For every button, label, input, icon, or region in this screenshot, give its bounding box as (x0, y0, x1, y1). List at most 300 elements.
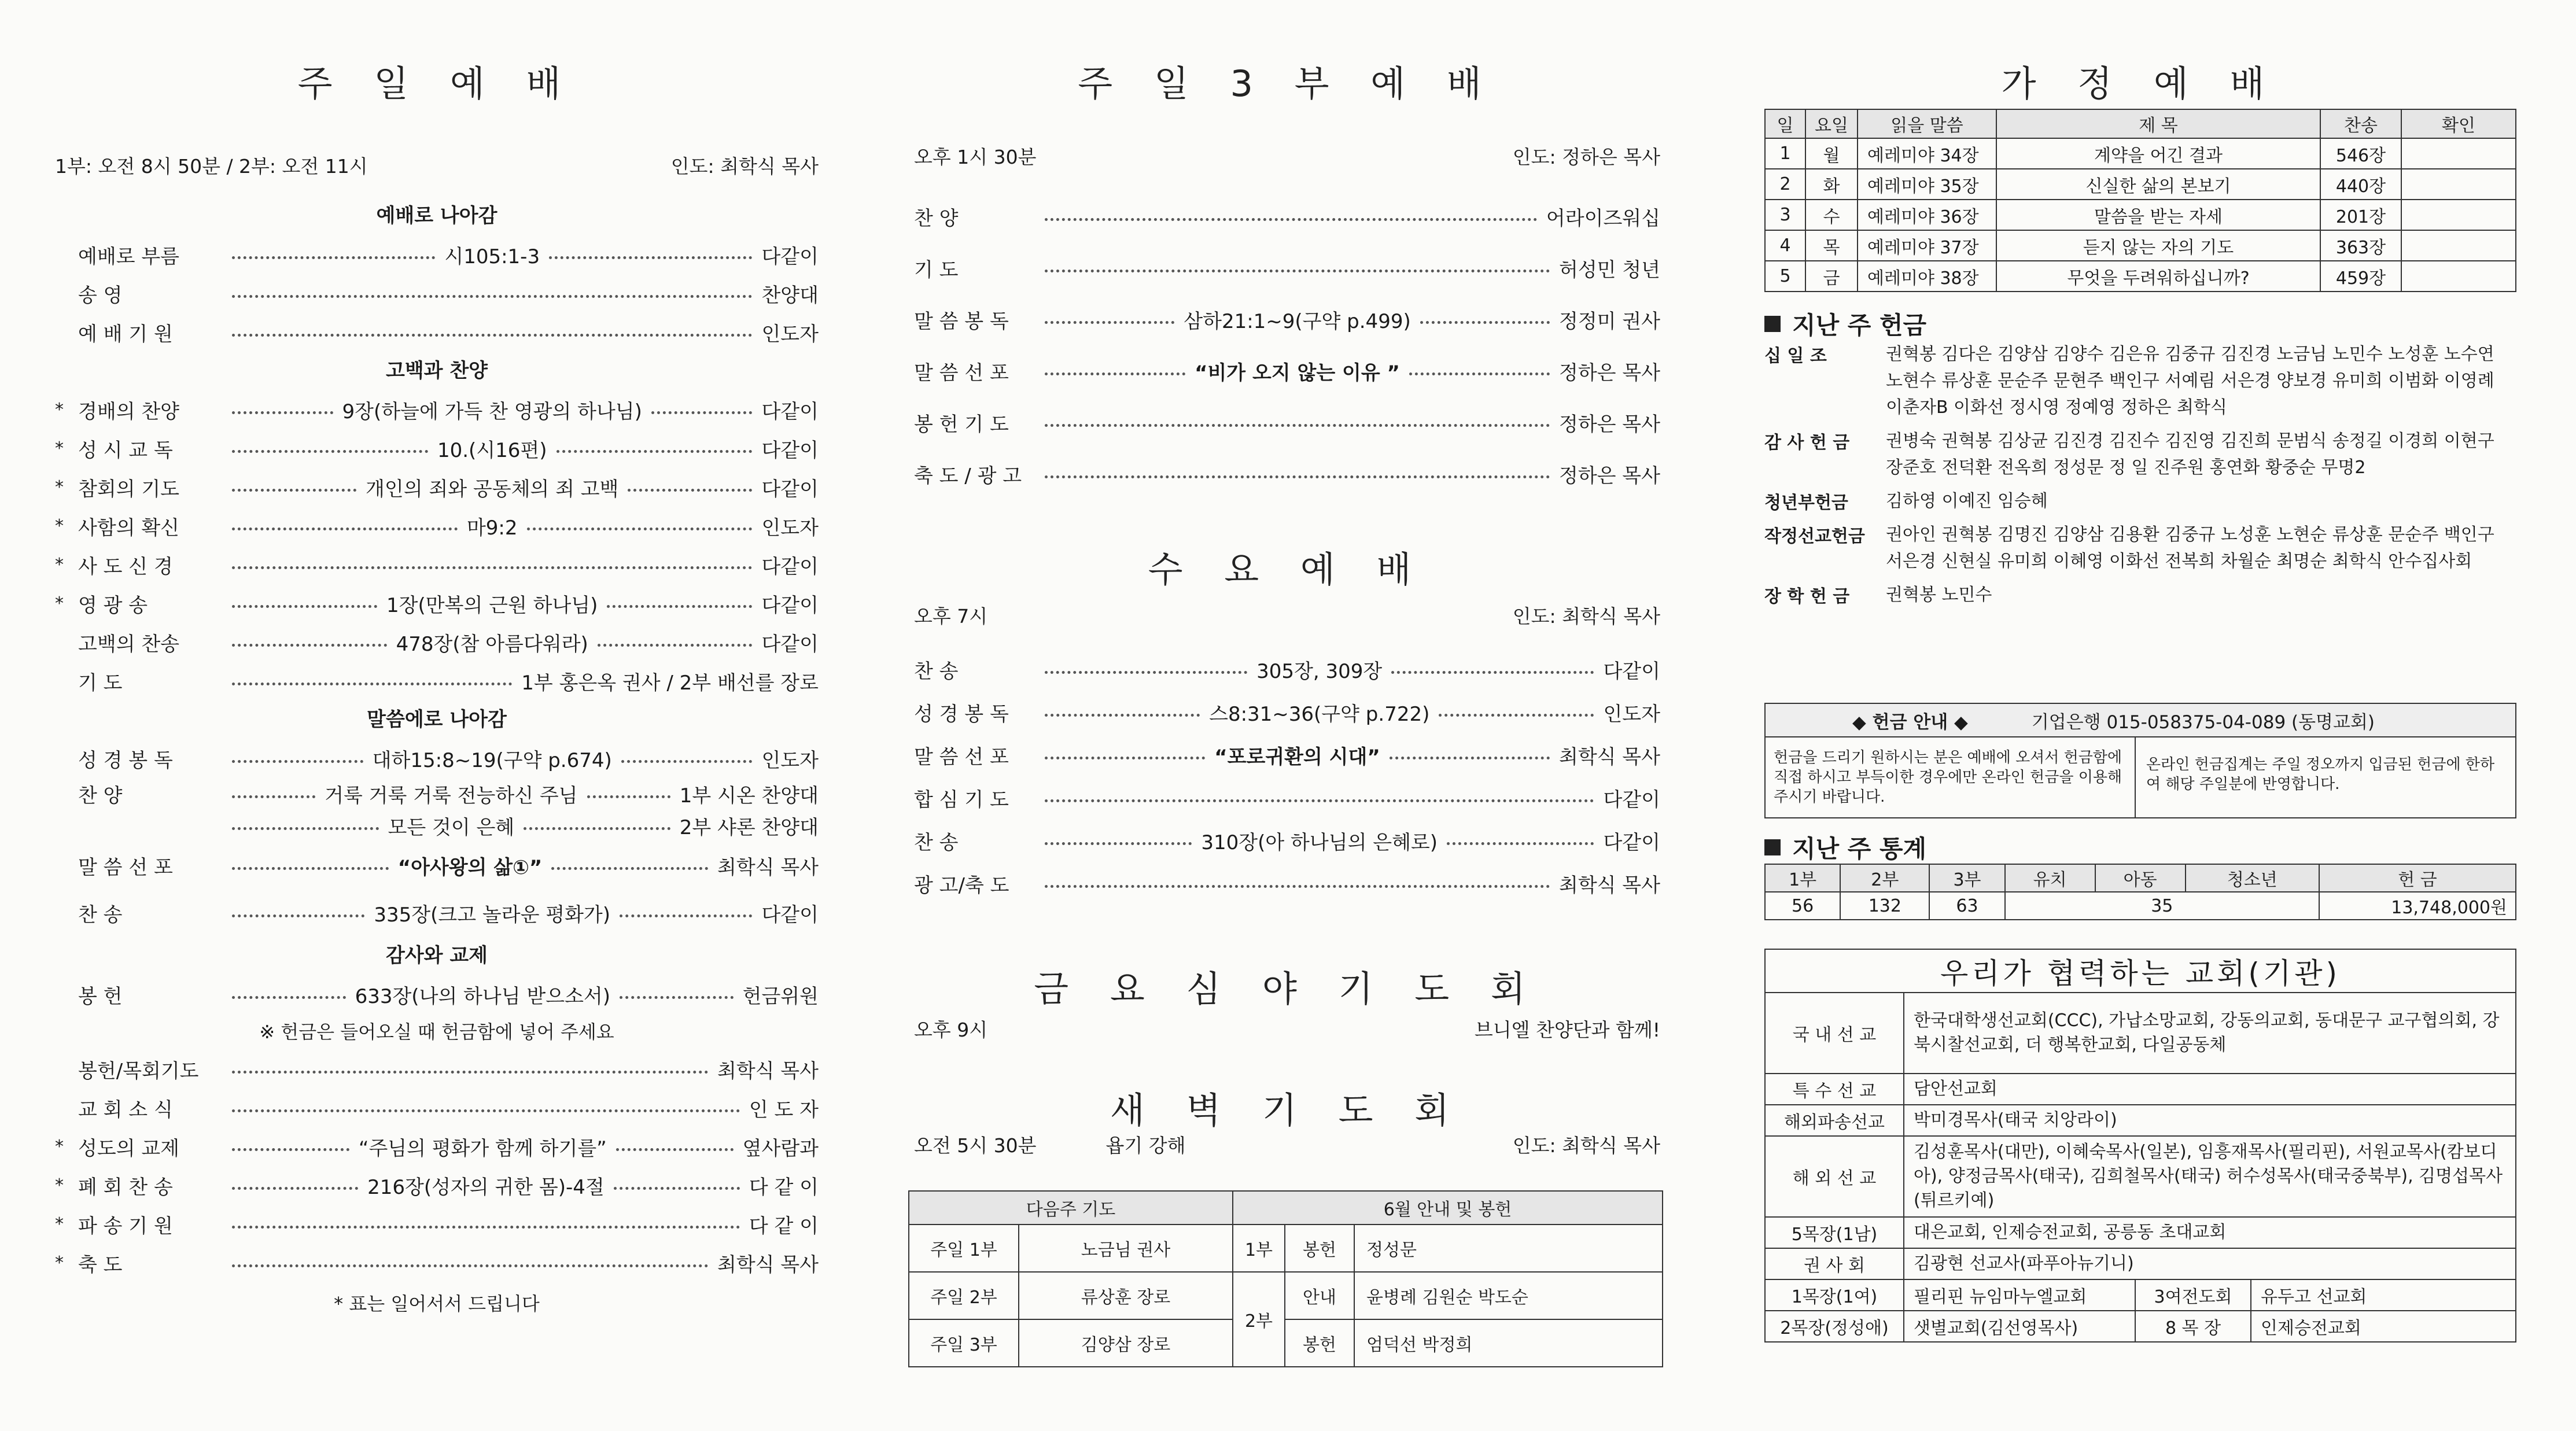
table-cell (2401, 200, 2516, 230)
worship-item-person: 최학식 목사 (1558, 873, 1660, 897)
worship-item-label: 예배로 부름 (78, 245, 180, 268)
third-service-title: 주 일 3 부 예 배 (1078, 62, 1497, 105)
worship-item-person: 인도자 (1603, 702, 1660, 726)
june-role: 봉헌 (1285, 1319, 1354, 1367)
table-cell: 3 (1765, 200, 1805, 230)
worship-item-detail: 모든 것이 은혜 (388, 816, 515, 839)
dawn-leader: 인도: 최학식 목사 (1512, 1134, 1660, 1157)
worship-item-person: 최학식 목사 (1558, 745, 1660, 769)
worship-item (55, 235, 819, 274)
offering-entry (1764, 582, 2516, 608)
offering-guide-box (1764, 703, 2516, 818)
dot-leader (1420, 321, 1550, 324)
partner-row (1765, 1074, 2516, 1105)
worship-item (55, 274, 819, 313)
order-of-worship (55, 197, 819, 1316)
dot-leader (524, 827, 670, 830)
table-row (1765, 230, 2516, 261)
partner-row (1765, 1217, 2516, 1248)
table-cell (2401, 261, 2516, 292)
dot-leader (232, 1226, 740, 1229)
col-reading: 읽을 말씀 (1858, 109, 1996, 138)
partner-churches-table (1764, 992, 2516, 1343)
worship-item (914, 819, 1660, 862)
stats-head: 청소년 (2186, 864, 2319, 892)
june-names: 윤병례 김원순 박도순 (1354, 1272, 1663, 1319)
dot-leader (232, 256, 435, 259)
worship-item (914, 397, 1660, 448)
table-cell: 363장 (2320, 230, 2401, 261)
table-row (1765, 261, 2516, 292)
sunday-worship-title: 주 일 예 배 (297, 62, 576, 105)
partner-list: 김성훈목사(대만), 이혜숙목사(일본), 임흥재목사(필리핀), 서원교목사(캄보디아), 양정금목사(태국), 김희철목사(태국) 허수성목사(태국중북부), 김명섭목사(튀르키예) (1904, 1136, 2516, 1217)
worship-item-label: 고백의 찬송 (78, 633, 180, 656)
offering-list (1764, 341, 2516, 615)
worship-item-person: 허성민 청년 (1558, 259, 1660, 282)
worship-item (55, 1050, 819, 1089)
partner-list: 김광현 선교사(파푸아뉴기니) (1904, 1248, 2516, 1279)
stats-head: 아동 (2095, 864, 2186, 892)
worship-item-person: 다같이 (761, 903, 819, 927)
worship-item-label: 봉헌/목회기도 (78, 1060, 199, 1083)
dot-leader (232, 795, 315, 798)
dot-leader (1045, 842, 1192, 845)
col-day: 일 (1765, 109, 1805, 138)
dot-leader (232, 760, 363, 763)
worship-item (55, 1166, 819, 1205)
dot-leader (232, 411, 333, 414)
dot-leader (1409, 372, 1550, 375)
sunday-worship-column (55, 0, 819, 1431)
partner-category: 3여전도회 (2135, 1279, 2251, 1311)
offering-names: 권병숙 권혁봉 김상균 김진경 김진수 김진영 김진희 문범식 송정길 이경희 이현구 장준호 전덕환 전옥희 정성문 정 일 진주원 홍연화 황중순 무명2 (1886, 431, 2494, 478)
table-cell: 5 (1765, 261, 1805, 292)
worship-item-detail: 1장(만복의 근원 하나님) (386, 594, 598, 617)
worship-item-person: 다 같 이 (749, 1215, 819, 1238)
worship-item (55, 662, 819, 700)
offering-type: 청년부헌금 (1764, 493, 1848, 513)
worship-item-label: 축 도 (78, 1253, 123, 1277)
june-guide-header: 6월 안내 및 봉헌 (1233, 1191, 1663, 1225)
worship-item (914, 862, 1660, 905)
stand-marker: * (55, 1175, 64, 1196)
dot-leader (620, 996, 734, 999)
stats-table (1764, 864, 2516, 920)
worship-item-label: 성 경 봉 독 (914, 702, 1009, 726)
dot-leader (1045, 218, 1537, 221)
last-week-stats-heading: 지난 주 통계 (1764, 830, 1926, 865)
partner-list: 대은교회, 인제승전교회, 공릉동 초대교회 (1904, 1217, 2516, 1248)
worship-item (55, 842, 819, 889)
family-worship-column (1764, 0, 2516, 1431)
worship-item-detail: 개인의 죄와 공동체의 죄 고백 (366, 478, 619, 501)
last-week-offering-heading: 지난 주 헌금 (1764, 307, 1926, 341)
dot-leader (1045, 799, 1594, 802)
partner-category: 해외파송선교 (1765, 1105, 1904, 1136)
worship-item-person: 정하은 목사 (1558, 464, 1660, 488)
prayer-label: 주일 3부 (909, 1319, 1019, 1367)
worship-item-label: 송 영 (78, 284, 123, 307)
stand-marker: * (55, 555, 64, 575)
dot-leader (607, 605, 752, 608)
worship-item-detail: “비가 오지 않는 이유 ” (1195, 362, 1400, 385)
stand-marker: * (55, 1214, 64, 1234)
partner-list: 한국대학생선교회(CCC), 가납소망교회, 강동의교회, 동대문구 교구협의회, 강북시찰선교회, 더 행복한교회, 다일공동체 (1904, 993, 2516, 1074)
worship-item-detail: “아사왕의 삶①” (397, 855, 543, 879)
worship-item-detail: “주님의 평화가 함께 하기를” (358, 1137, 607, 1160)
worship-item (914, 648, 1660, 691)
stats-head: 1부 (1765, 864, 1840, 892)
worship-item-label: 찬 양 (914, 207, 959, 230)
stats-offering-total: 13,748,000원 (2319, 892, 2516, 920)
worship-item-person: 인도자 (761, 749, 819, 772)
dot-leader (621, 760, 753, 763)
stats-head: 헌 금 (2319, 864, 2516, 892)
col-topic: 제 목 (1996, 109, 2320, 138)
stand-marker: * (55, 593, 64, 614)
worship-item-label: 사함의 확신 (78, 517, 180, 540)
worship-item-detail: 스8:31~36(구약 p.722) (1209, 702, 1430, 726)
offering-names: 권혁봉 노민수 (1886, 585, 1992, 605)
partner-churches-title: 우리가 협력하는 교회(기관) (1764, 949, 2516, 992)
worship-item-person: 다 같 이 (749, 1176, 819, 1199)
wednesday-order (914, 648, 1660, 905)
third-service-time-line (914, 142, 1660, 169)
offering-names: 김하영 이예진 임승혜 (1886, 491, 2048, 511)
june-part: 2부 (1233, 1272, 1285, 1367)
worship-item-label: 봉 헌 기 도 (914, 413, 1009, 436)
worship-item (55, 975, 819, 1014)
table-cell: 459장 (2320, 261, 2401, 292)
worship-item-label: 찬 송 (914, 831, 959, 854)
partner-category: 해 외 선 교 (1765, 1136, 1904, 1217)
worship-item-person: 최학식 목사 (717, 855, 819, 879)
dot-leader (232, 1071, 708, 1074)
worship-item-detail: 335장(크고 놀라운 평화가) (374, 903, 611, 927)
dot-leader (527, 528, 753, 530)
worship-item-person: 1부 홍은옥 권사 / 2부 배선를 장로 (521, 672, 819, 695)
worship-item-label: 축 도 / 광 고 (914, 464, 1022, 488)
dot-leader (1439, 714, 1594, 717)
dot-leader (651, 411, 753, 414)
table-cell: 월 (1805, 138, 1858, 169)
partner-category: 권 사 회 (1765, 1248, 1904, 1279)
worship-item-person: 다같이 (761, 633, 819, 656)
offering-names: 권혁봉 김다은 김양삼 김양수 김은유 김중규 김진경 노금님 노민수 노성훈 노수연 노현수 류상훈 문순주 문현주 백인구 서예림 서은경 양보경 유미희 이범화 이영례 이춘자B 이화선 정시영 정예영 정하은 최학식 (1886, 344, 2494, 418)
worship-item-person: 인도자 (761, 517, 819, 540)
june-names: 정성문 (1354, 1225, 1663, 1272)
worship-item (55, 584, 819, 623)
stand-marker: * (55, 516, 64, 536)
table-cell: 1 (1765, 138, 1805, 169)
stand-marker: * (55, 400, 64, 420)
dot-leader (232, 605, 377, 608)
worship-item-person: 인도자 (761, 323, 819, 346)
offering-type: 작정선교헌금 (1764, 526, 1865, 547)
dot-leader (1045, 372, 1185, 375)
worship-item-detail: 216장(성자의 귀한 몸)-4절 (367, 1176, 605, 1199)
prayer-label: 주일 1부 (909, 1225, 1019, 1272)
table-cell (2401, 138, 2516, 169)
worship-item-detail: 9장(하늘에 가득 찬 영광의 하나님) (342, 400, 642, 423)
stand-marker: * (55, 438, 64, 459)
dot-leader (232, 867, 389, 870)
section-heading: 고백과 찬양 (385, 359, 488, 382)
partner-list: 유두고 선교회 (2251, 1279, 2516, 1311)
worship-item-label: 기 도 (78, 672, 123, 695)
stand-marker: * (55, 1137, 64, 1157)
worship-item-label: 기 도 (914, 259, 959, 282)
service-leader: 인도: 최학식 목사 (670, 155, 819, 178)
dot-leader (232, 334, 752, 337)
worship-item (55, 1244, 819, 1282)
partner-category: 8 목 장 (2135, 1311, 2251, 1342)
table-cell: 예레미야 36장 (1858, 200, 1996, 230)
dot-leader (551, 867, 708, 870)
dot-leader (232, 295, 752, 298)
stats-head: 3부 (1929, 864, 2004, 892)
worship-item-person: 다같이 (1603, 831, 1660, 854)
worship-item (55, 1205, 819, 1244)
offering-type: 감 사 헌 금 (1764, 433, 1850, 453)
family-reading-table (1764, 109, 2516, 292)
standing-footnote: * 표는 일어서서 드립니다 (334, 1293, 540, 1315)
stats-head: 유치 (2005, 864, 2095, 892)
dot-leader (232, 1109, 740, 1112)
table-cell: 무엇을 두려워하십니까? (1996, 261, 2320, 292)
worship-item-person: 최학식 목사 (717, 1060, 819, 1083)
worship-item-person: 옆사람과 (742, 1137, 819, 1160)
stats-value: 132 (1840, 892, 1929, 920)
worship-item (914, 776, 1660, 819)
stats-value: 56 (1765, 892, 1840, 920)
friday-prayer-title: 금 요 심 야 기 도 회 (1034, 968, 1541, 1010)
worship-item-person: 다같이 (761, 400, 819, 423)
dot-leader (557, 450, 753, 453)
worship-item-person: 다같이 (761, 594, 819, 617)
dawn-topic: 욥기 강해 (1105, 1134, 1186, 1157)
worship-item (55, 778, 819, 810)
worship-item (914, 294, 1660, 345)
offering-type: 장 학 헌 금 (1764, 587, 1850, 607)
worship-item (55, 810, 819, 842)
partner-category: 특 수 선 교 (1765, 1074, 1904, 1105)
dot-leader (232, 566, 752, 569)
section-heading: 감사와 교제 (385, 944, 488, 967)
stand-marker: * (55, 477, 64, 497)
june-role: 안내 (1285, 1272, 1354, 1319)
worship-item-label: 경배의 찬양 (78, 400, 180, 423)
dawn-prayer-title: 새 벽 기 도 회 (1110, 1089, 1465, 1131)
prayer-label: 주일 2부 (909, 1272, 1019, 1319)
offering-entry (1764, 488, 2516, 515)
worship-item (914, 691, 1660, 733)
june-role: 봉헌 (1285, 1225, 1354, 1272)
worship-item-label: 합 심 기 도 (914, 788, 1009, 812)
worship-item-detail: 시105:1-3 (444, 245, 540, 268)
table-cell: 예레미야 34장 (1858, 138, 1996, 169)
worship-item-detail: 633장(나의 하나님 받으소서) (355, 985, 611, 1008)
june-names: 엄덕선 박정희 (1354, 1319, 1663, 1367)
worship-item-label: 광 고/축 도 (914, 873, 1009, 897)
table-cell: 546장 (2320, 138, 2401, 169)
friday-time-line (914, 1015, 1660, 1042)
worship-item-label: 말 씀 선 포 (78, 855, 173, 879)
partner-category: 2목장(정성애) (1765, 1311, 1904, 1342)
partner-list: 박미경목사(태국 치앙라이) (1904, 1105, 2516, 1136)
next-week-prayer-header: 다음주 기도 (909, 1191, 1233, 1225)
wednesday-time: 오후 7시 (914, 605, 988, 628)
worship-item-person: 2부 샤론 찬양대 (679, 816, 819, 839)
third-service-leader: 인도: 정하은 목사 (1512, 146, 1660, 168)
offering-entry (1764, 428, 2516, 481)
dot-leader (1045, 270, 1550, 272)
worship-item-label: 성 시 교 독 (78, 439, 173, 462)
dot-leader (232, 528, 458, 530)
third-service-time: 오후 1시 30분 (914, 146, 1037, 168)
dot-leader (232, 1148, 349, 1151)
dot-leader (616, 1148, 734, 1151)
service-time: 1부: 오전 8시 50분 / 2부: 오전 11시 (55, 155, 368, 178)
prayer-name: 류상훈 장로 (1019, 1272, 1233, 1319)
friday-time: 오후 9시 (914, 1019, 988, 1041)
dot-leader (620, 914, 752, 917)
dot-leader (628, 489, 752, 492)
worship-item-detail: 거룩 거룩 거룩 전능하신 주님 (325, 784, 578, 807)
table-cell: 듣지 않는 자의 기도 (1996, 230, 2320, 261)
partner-row (1765, 1311, 2516, 1342)
offering-note: ※ 헌금은 들어오실 때 헌금함에 넣어 주세요 (259, 1021, 614, 1043)
third-service-order (914, 191, 1660, 500)
worship-item-label: 파 송 기 원 (78, 1215, 173, 1238)
worship-item (914, 448, 1660, 500)
dot-leader (1045, 671, 1247, 674)
worship-item-person: 찬양대 (761, 284, 819, 307)
table-cell: 440장 (2320, 169, 2401, 200)
worship-item-person: 최학식 목사 (717, 1253, 819, 1277)
dot-leader (598, 644, 753, 647)
worship-item-detail: 310장(아 하나님의 은혜로) (1201, 831, 1438, 854)
offering-guide-right: 온라인 헌금집계는 주일 정오까지 입금된 헌금에 한하여 해당 주일분에 반영합니다. (2146, 756, 2495, 793)
dot-leader (232, 489, 356, 492)
partner-category: 5목장(1남) (1765, 1217, 1904, 1248)
worship-item (55, 1089, 819, 1127)
worship-item-person: 정하은 목사 (1558, 362, 1661, 385)
table-cell (2401, 169, 2516, 200)
worship-item-person: 다같이 (761, 478, 819, 501)
afternoon-worship-column (914, 0, 1660, 1431)
stand-marker: * (55, 1253, 64, 1273)
worship-item-person: 다같이 (761, 245, 819, 268)
offering-guide-left: 헌금을 드리기 원하시는 분은 예배에 오셔서 헌금함에 직접 하시고 부득이한 경우에만 온라인 헌금을 이용해 주시기 바랍니다. (1766, 737, 2136, 818)
worship-item (55, 390, 819, 429)
table-cell: 신실한 삶의 본보기 (1996, 169, 2320, 200)
table-cell: 목 (1805, 230, 1858, 261)
table-cell: 금 (1805, 261, 1858, 292)
worship-item (55, 468, 819, 507)
partner-list: 담안선교회 (1904, 1074, 2516, 1105)
offering-type: 십 일 조 (1764, 346, 1827, 366)
dot-leader (549, 256, 752, 259)
worship-item-detail: 305장, 309장 (1256, 659, 1383, 683)
worship-item (914, 345, 1660, 397)
dot-leader (232, 683, 512, 685)
partner-row (1765, 1136, 2516, 1217)
worship-item-person: 다같이 (761, 439, 819, 462)
partner-list: 필리핀 뉴임마누엘교회 (1904, 1279, 2135, 1311)
table-cell: 말씀을 받는 자세 (1996, 200, 2320, 230)
col-weekday: 요일 (1805, 109, 1858, 138)
worship-item (55, 623, 819, 662)
table-cell (2401, 230, 2516, 261)
square-bullet-icon (1764, 316, 1781, 332)
worship-item-detail: 10.(시16편) (437, 439, 547, 462)
dawn-time: 오전 5시 30분 (914, 1134, 1037, 1157)
worship-item (55, 1127, 819, 1166)
worship-item-person: 다같이 (1603, 788, 1660, 812)
col-check: 확인 (2401, 109, 2516, 138)
partner-list: 샛별교회(김선영목사) (1904, 1311, 2135, 1342)
family-worship-title: 가 정 예 배 (2001, 62, 2280, 105)
col-hymn: 찬송 (2320, 109, 2401, 138)
worship-item-detail: 478장(참 아름다워라) (396, 633, 588, 656)
worship-item-person: 정정미 권사 (1558, 310, 1660, 333)
worship-item (55, 429, 819, 468)
partner-category: 1목장(1여) (1765, 1279, 1904, 1311)
worship-item-person: 인 도 자 (749, 1098, 819, 1122)
wednesday-leader: 인도: 최학식 목사 (1512, 605, 1660, 628)
dot-leader (1045, 475, 1550, 478)
june-part: 1부 (1233, 1225, 1285, 1272)
worship-item-person: 정하은 목사 (1558, 413, 1660, 436)
worship-item-detail: 마9:2 (466, 517, 518, 540)
partner-row (1765, 1279, 2516, 1311)
table-cell: 2 (1765, 169, 1805, 200)
worship-item-label: 봉 헌 (78, 985, 123, 1008)
friday-note: 브니엘 찬양단과 함께! (1474, 1019, 1660, 1041)
worship-item-label: 성 경 봉 독 (78, 749, 173, 772)
section-heading: 예배로 나아감 (376, 204, 497, 227)
stats-head: 2부 (1840, 864, 1929, 892)
worship-item (55, 739, 819, 778)
dot-leader (232, 1187, 358, 1190)
dawn-time-line (914, 1131, 1660, 1158)
worship-item-person: 다같이 (761, 555, 819, 578)
worship-item (914, 191, 1660, 242)
dot-leader (1447, 842, 1594, 845)
worship-item-label: 참회의 기도 (78, 478, 180, 501)
square-bullet-icon (1764, 839, 1781, 855)
dot-leader (1391, 671, 1594, 674)
table-row (1765, 138, 2516, 169)
table-cell: 예레미야 37장 (1858, 230, 1996, 261)
worship-item-detail: “포로귀환의 시대” (1214, 745, 1380, 769)
dot-leader (1045, 885, 1550, 888)
dot-leader (614, 1187, 740, 1190)
worship-item-label: 말 씀 선 포 (914, 362, 1009, 385)
table-cell: 수 (1805, 200, 1858, 230)
section-heading: 말씀에로 나아감 (367, 708, 507, 731)
worship-item-label: 말 씀 선 포 (914, 745, 1009, 769)
worship-item-label: 찬 송 (78, 903, 123, 927)
worship-item (55, 313, 819, 352)
wednesday-time-line (914, 602, 1660, 629)
partner-row (1765, 1248, 2516, 1279)
worship-item (55, 545, 819, 584)
stats-value: 35 (2005, 892, 2319, 920)
dot-leader (1045, 714, 1200, 717)
dot-leader (232, 996, 346, 999)
